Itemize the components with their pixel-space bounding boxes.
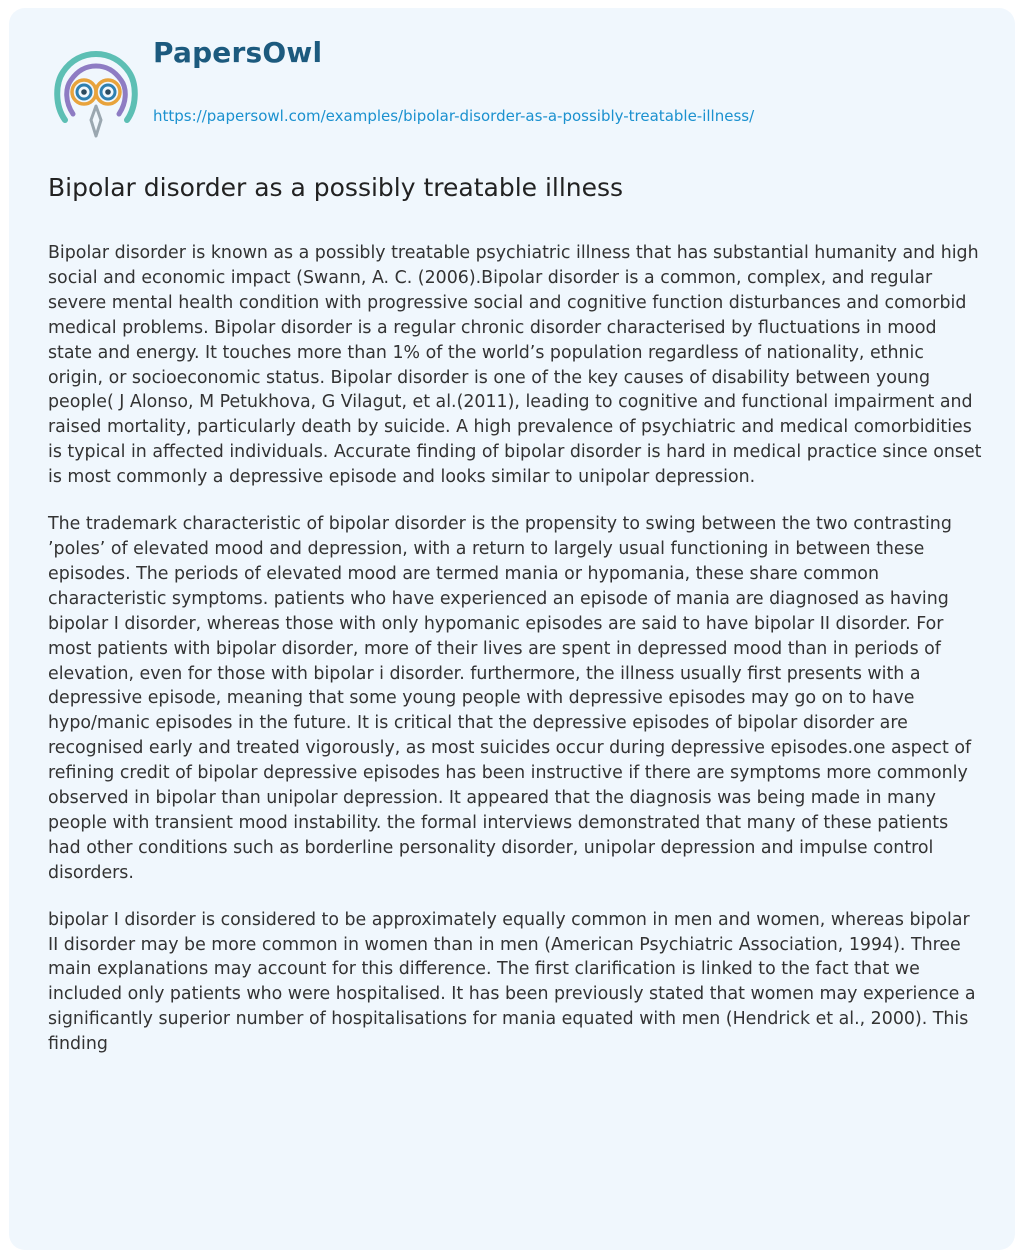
document-body bbox=[48, 241, 984, 1079]
site-header bbox=[51, 36, 991, 146]
document-card bbox=[9, 8, 1015, 1250]
paragraph-1: Bipolar disorder is known as a possibly treatable psychiatric illness that has substantial humanity and high social and economic impact (Swann, A. C. (2006).Bipolar disorder is a common, complex, and regular severe mental health condition with progressive social and cognitive function disturbances and comorbid medical problems. Bipolar disorder is a regular chronic disorder characterised by fluctuations in mood state and energy. It touches more than 1% of the world’s population regardless of nationality, ethnic origin, or socioeconomic status. Bipolar disorder is one of the key causes of disability between young people( J Alonso, M Petukhova, G Vilagut, et al.(2011), leading to cognitive and functional impairment and raised mortality, particularly death by suicide. A high prevalence of psychiatric and medical comorbidities is typical in affected individuals. Accurate finding of bipolar disorder is hard in medical practice since onset is most commonly a depressive episode and looks similar to unipolar depression. bbox=[48, 243, 982, 488]
paragraph-3: bipolar I disorder is considered to be approximately equally common in men and women, whereas bipolar II disorder may be more common in women than in men (American Psychiatric Association, 1994). Three main explanations may account for this difference. The first clarification is linked to the fact that we included only patients who were hospitalised. It has been previously stated that women may experience a significantly superior number of hospitalisations for mania equated with men (Hendrick et al., 2000). This finding bbox=[48, 909, 976, 1055]
source-url[interactable]: https://papersowl.com/examples/bipolar-disorder-as-a-possibly-treatable-illness/ bbox=[153, 107, 755, 125]
document-title: Bipolar disorder as a possibly treatable illness bbox=[48, 173, 624, 202]
brand-name[interactable]: PapersOwl bbox=[153, 36, 323, 69]
paragraph-2: The trademark characteristic of bipolar disorder is the propensity to swing between the two contrasting ’poles’ of elevated mood and depression, with a return to largely usual functioning in between these episodes. The periods of elevated mood are termed mania or hypomania, these share common characteristic symptoms. patients who have experienced an episode of mania are diagnosed as having bipolar I disorder, whereas those with only hypomanic episodes are said to have bipolar II disorder. For most patients with bipolar disorder, more of their lives are spent in depressed mood than in periods of elevation, even for those with bipolar i disorder. furthermore, the illness usually first presents with a depressive episode, meaning that some young people with depressive episodes may go on to have hypo/manic episodes in the future. It is critical that the depressive episodes of bipolar disorder are recognised early and treated vigorously, as most suicides occur during depressive episodes.one aspect of refining credit of bipolar depressive episodes has been instructive if there are symptoms more commonly observed in bipolar than unipolar depression. It appeared that the diagnosis was being made in many people with transient mood instability. the formal interviews demonstrated that many of these patients had other conditions such as borderline personality disorder, unipolar depression and impulse control disorders. bbox=[48, 514, 972, 883]
owl-logo-icon bbox=[51, 40, 141, 150]
